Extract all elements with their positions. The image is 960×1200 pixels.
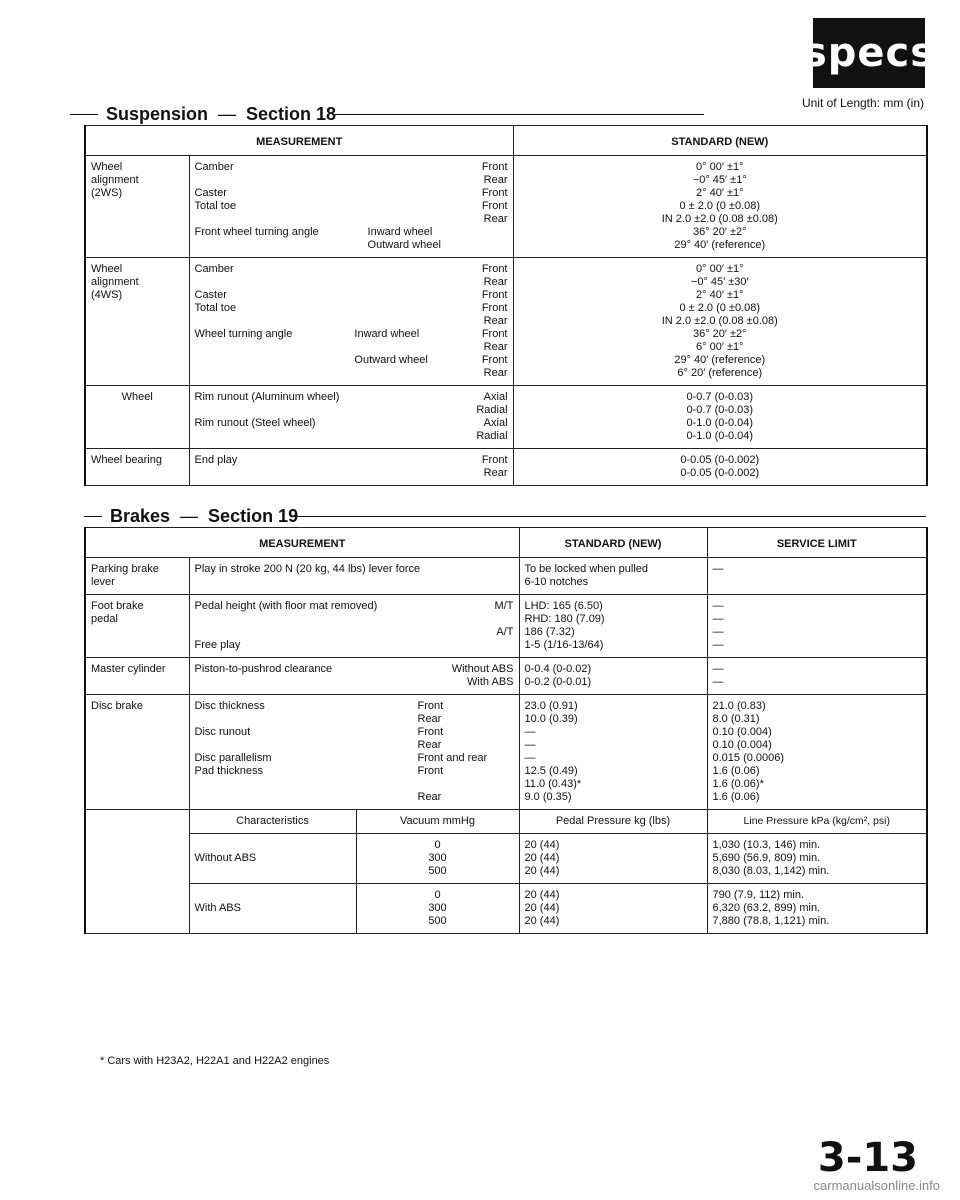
table-row [85, 258, 927, 386]
table-row [85, 156, 927, 258]
brakes-rule [292, 516, 926, 517]
unit-of-length: Unit of Length: mm (in) [801, 96, 924, 110]
measurement-cell [189, 258, 513, 386]
line-cell: 1,030 (10.3, 146) min. 5,690 (56.9, 809) min. 8,030 (8.03, 1,142) min. [707, 834, 927, 884]
standard-cell: 0-0.05 (0-0.002) 0-0.05 (0-0.002) [513, 449, 927, 486]
suspension-table [84, 125, 928, 486]
table-row [85, 658, 927, 695]
subheader-line: Line Pressure kPa (kg/cm², psi) [707, 810, 927, 834]
measurement-label: Piston-to-pushrod clearance [194, 663, 333, 675]
measurement-mid: Inward wheel Outward wheel [354, 328, 428, 366]
category-cell: Wheel alignment (2WS) [85, 156, 189, 258]
standard-cell: To be locked when pulled 6-10 notches [519, 558, 707, 595]
measurement-position: Front Rear Front Front Rear Front Rear Front Rear [481, 263, 508, 379]
standard-cell: 0-0.7 (0-0.03) 0-0.7 (0-0.03) 0-1.0 (0-0.04) 0-1.0 (0-0.04) [513, 386, 927, 449]
suspension-title: Suspension [106, 104, 209, 124]
brakes-heading: Brakes — Section 19 [84, 506, 298, 527]
line-cell: 790 (7.9, 112) min. 6,320 (63.2, 899) min. 7,880 (78.8, 1,121) min. [707, 884, 927, 934]
standard-cell: 23.0 (0.91) 10.0 (0.39) — — — 12.5 (0.49) 11.0 (0.43)* 9.0 (0.35) [519, 695, 707, 810]
brakes-table [84, 527, 928, 934]
pedal-cell: 20 (44) 20 (44) 20 (44) [519, 884, 707, 934]
measurement-position: M/T A/T [494, 600, 514, 638]
table-row [85, 558, 927, 595]
vacuum-cell: 0 300 500 [356, 884, 519, 934]
measurement-label: Rim runout (Aluminum wheel) Rim runout (Steel wheel) [194, 391, 340, 429]
measurement-cell [189, 156, 513, 258]
brakes-section: Section 19 [208, 506, 299, 526]
suspension-section: Section 18 [246, 104, 337, 124]
measurement-cell [189, 386, 513, 449]
measurement-position: Front Rear [481, 454, 508, 479]
table-row [85, 695, 927, 810]
table-row [85, 449, 927, 486]
suspension-header-standard: STANDARD (NEW) [513, 126, 927, 156]
measurement-cell [189, 658, 519, 695]
category-cell: Foot brake pedal [85, 595, 189, 658]
measurement-label: Camber Caster Total toe Wheel turning angle [194, 263, 293, 340]
measurement-label: Play in stroke 200 N (20 kg, 44 lbs) lever force [194, 563, 421, 575]
footnote: * Cars with H23A2, H22A1 and H22A2 engines [100, 1055, 330, 1067]
category-cell: Wheel alignment (4WS) [85, 258, 189, 386]
standard-cell: 0° 00′ ±1° −0° 45′ ±30′ 2° 40′ ±1° 0 ± 2.0 (0 ±0.08) IN 2.0 ±2.0 (0.08 ±0.08) 36° 20′ ±2° 6° 00′ ±1° 29° 40′ (reference) 6° 20′ (reference) [513, 258, 927, 386]
spacer-cell [85, 834, 189, 884]
page-number: 3-13 [817, 1135, 918, 1181]
measurement-position: Without ABS With ABS [451, 663, 514, 688]
suspension-rule [332, 114, 704, 115]
pressure-subheader [85, 810, 927, 834]
brakes-title: Brakes [110, 506, 171, 526]
brakes-header-measurement: MEASUREMENT [85, 528, 519, 558]
subheader-vacuum: Vacuum mmHg [356, 810, 519, 834]
measurement-label: Pedal height (with floor mat removed) Free play [194, 600, 378, 651]
limit-cell: 21.0 (0.83) 8.0 (0.31) 0.10 (0.004) 0.10 (0.004) 0.015 (0.0006) 1.6 (0.06) 1.6 (0.06)* 1.6 (0.06) [707, 695, 927, 810]
measurement-label: End play [194, 454, 238, 466]
pedal-cell: 20 (44) 20 (44) 20 (44) [519, 834, 707, 884]
table-row [85, 386, 927, 449]
category-cell: Wheel [85, 386, 189, 449]
brakes-header-limit: SERVICE LIMIT [707, 528, 927, 558]
measurement-position: Axial Radial Axial Radial [476, 391, 508, 442]
measurement-position: Front Rear Front Rear Front and rear Front Rear [417, 700, 488, 803]
pressure-label: With ABS [189, 884, 356, 934]
standard-cell: 0° 00′ ±1° −0° 45′ ±1° 2° 40′ ±1° 0 ± 2.0 (0 ±0.08) IN 2.0 ±2.0 (0.08 ±0.08) 36° 20′ ±2° 29° 40′ (reference) [513, 156, 927, 258]
measurement-cell [189, 449, 513, 486]
measurement-label: Camber Caster Total toe Front wheel turning angle [194, 161, 319, 238]
limit-cell: — [707, 558, 927, 595]
subheader-pedal: Pedal Pressure kg (lbs) [519, 810, 707, 834]
standard-cell: 0-0.4 (0-0.02) 0-0.2 (0-0.01) [519, 658, 707, 695]
watermark: carmanualsonline.info [813, 1178, 940, 1193]
measurement-cell [189, 695, 519, 810]
subheader-characteristics: Characteristics [189, 810, 356, 834]
pressure-label: Without ABS [189, 834, 356, 884]
specs-logo: specs [813, 18, 925, 88]
spacer-cell [85, 884, 189, 934]
category-cell: Master cylinder [85, 658, 189, 695]
category-cell: Parking brake lever [85, 558, 189, 595]
measurement-cell [189, 595, 519, 658]
limit-cell: — — [707, 658, 927, 695]
measurement-cell [189, 558, 519, 595]
brakes-header-standard: STANDARD (NEW) [519, 528, 707, 558]
measurement-mid: Inward wheel Outward wheel [367, 226, 441, 251]
pressure-row [85, 884, 927, 934]
measurement-label: Disc thickness Disc runout Disc parallelism Pad thickness [194, 700, 272, 777]
suspension-header-measurement: MEASUREMENT [85, 126, 513, 156]
limit-cell: — — — — [707, 595, 927, 658]
suspension-heading: Suspension — Section 18 [70, 104, 336, 125]
table-row [85, 595, 927, 658]
category-cell: Wheel bearing [85, 449, 189, 486]
measurement-position: Front Rear Front Front Rear [481, 161, 508, 225]
vacuum-cell: 0 300 500 [356, 834, 519, 884]
pressure-row [85, 834, 927, 884]
standard-cell: LHD: 165 (6.50) RHD: 180 (7.09) 186 (7.32) 1-5 (1/16-13/64) [519, 595, 707, 658]
category-cell: Disc brake [85, 695, 189, 810]
spacer-cell [85, 810, 189, 834]
